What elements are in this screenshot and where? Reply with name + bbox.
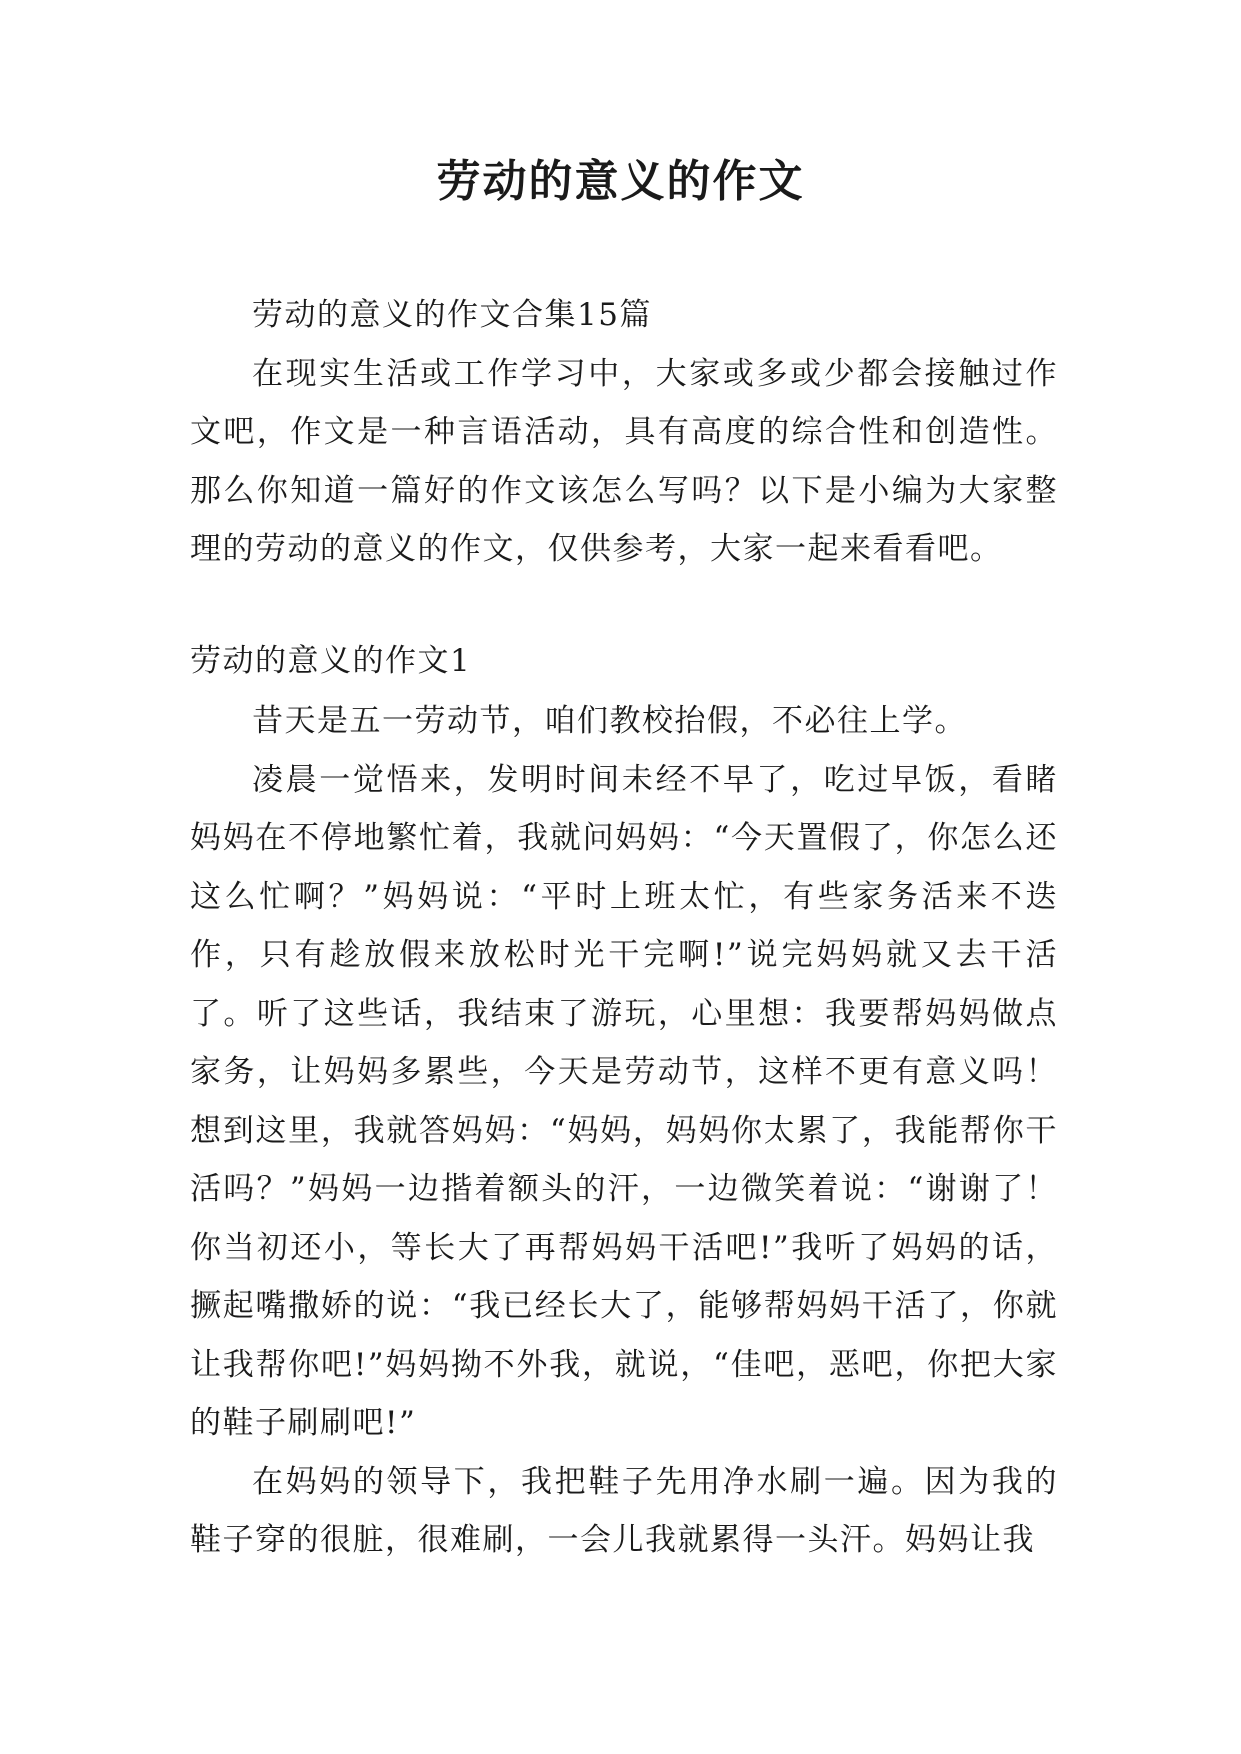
essay-paragraph: 昔天是五一劳动节，咱们教校抬假，不必往上学。 <box>252 703 967 739</box>
essay-1-heading: 劳动的意义的作文1 <box>190 643 472 679</box>
essay-paragraph: 凌晨一觉悟来，发明时间未经不早了，吃过早饭，看睹妈妈在不停地繁忙着，我就问妈妈：“今天置假了，你怎么还这么忙啊？”妈妈说：“平时上班太忙，有些家务活来不迭作，只有趁放假来放松时光干完啊!”说完妈妈就又去干活了。听了这些话，我结束了游玩，心里想：我要帮妈妈做点家务，让妈妈多累些，今天是劳动节，这样不更有意义吗！想到这里，我就答妈妈：“妈妈，妈妈你太累了，我能帮你干活吗？”妈妈一边揩着额头的汗，一边微笑着说：“谢谢了！你当初还小，等长大了再帮妈妈干活吧!”我听了妈妈的话，撅起嘴撒娇的说：“我已经长大了，能够帮妈妈干活了，你就让我帮你吧!”妈妈拗不外我，就说，“佳吧，恶吧，你把大家的鞋子刷刷吧!” <box>190 761 1058 1441</box>
intro-section <box>190 286 1058 579</box>
intro-paragraph: 在现实生活或工作学习中，大家或多或少都会接触过作文吧，作文是一种言语活动，具有高度的综合性和创造性。那么你知道一篇好的作文该怎么写吗？以下是小编为大家整理的劳动的意义的作文，仅供参考，大家一起来看看吧。 <box>190 355 1058 567</box>
essay-1-body <box>190 692 1058 1570</box>
essay-paragraph: 在妈妈的领导下，我把鞋子先用净水刷一遍。因为我的鞋子穿的很脏，很难刷，一会儿我就累得一头汗。妈妈让我 <box>190 1463 1058 1558</box>
collection-line: 劳动的意义的作文合集15篇 <box>252 297 652 333</box>
document-title: 劳动的意义的作文 <box>436 156 805 207</box>
